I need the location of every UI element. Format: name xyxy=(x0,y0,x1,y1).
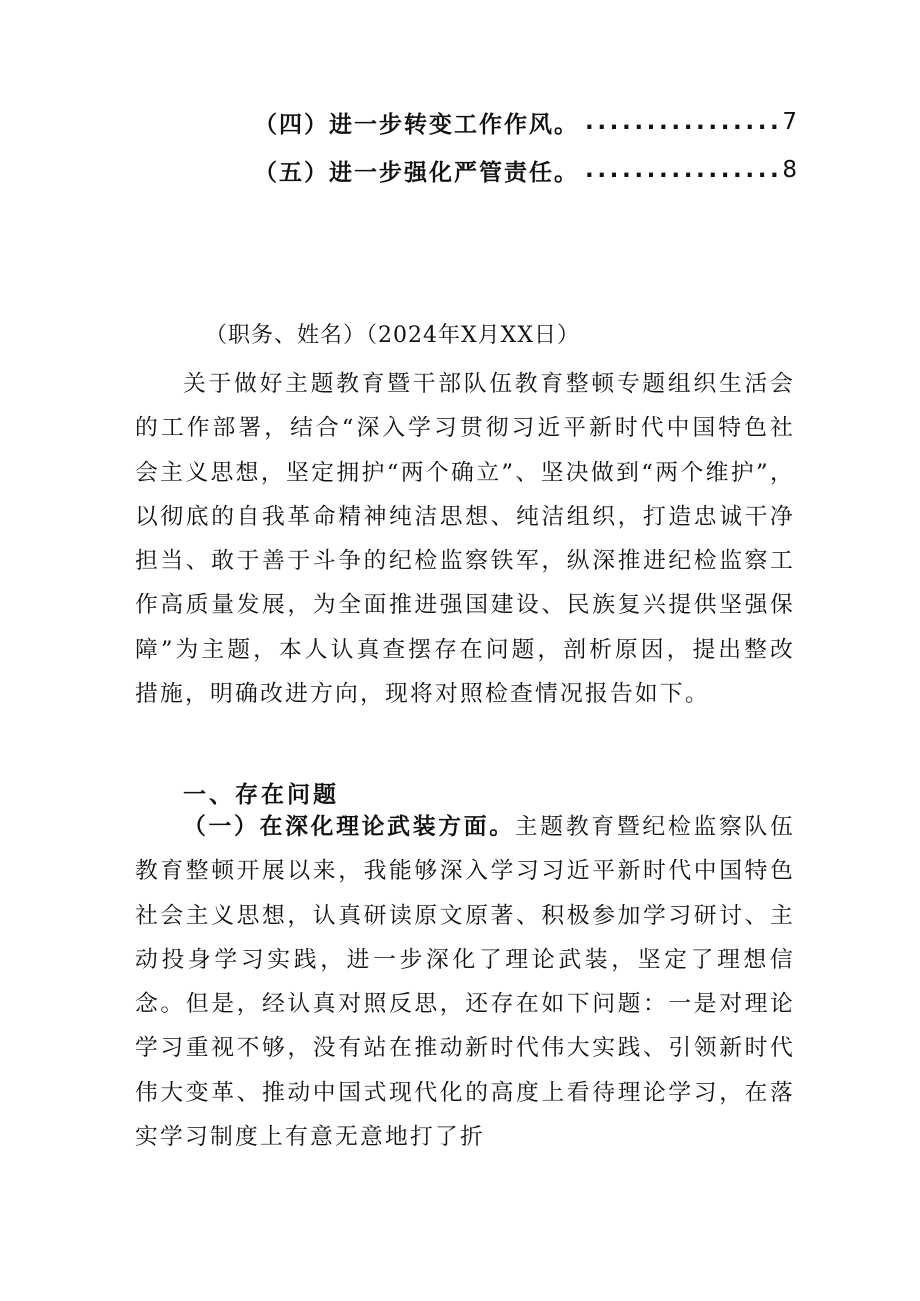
toc-leader-dots: ................ xyxy=(585,157,783,183)
section-1-lead: （一）在深化理论武装方面。 xyxy=(183,814,515,840)
section-1-body: 主题教育暨纪检监察队伍教育整顿开展以来，我能够深入学习习近平新时代中国特色社会主义思想，认真研读原文原著、积极参加学习研讨、主动投身学习实践，进一步深化了理论武装，坚定了理想信念。但是，经认真对照反思，还存在如下问题：一是对理论学习重视不够，没有站在推动新时代伟大实践、引领新时代伟大变革、推动中国式现代化的高度上看待理论学习，在落实学习制度上有意无意地打了折 xyxy=(135,814,795,1151)
section-heading: 一、存在问题 xyxy=(183,782,339,808)
section-1-paragraph xyxy=(135,805,795,1159)
intro-paragraph: 关于做好主题教育暨干部队伍教育整顿专题组织生活会的工作部署，结合“深入学习贯彻习近平新时代中国特色社会主义思想，坚定拥护“两个确立”、坚决做到“两个维护”，以彻底的自我革命精神纯洁思想、纯洁组织，打造忠诚干净担当、敢于善于斗争的纪检监察铁军，纵深推进纪检监察工作高质量发展，为全面推进强国建设、民族复兴提供坚强保障”为主题，本人认真查摆存在问题，剖析原因，提出整改措施，明确改进方向，现将对照检查情况报告如下。 xyxy=(135,371,795,708)
toc-entry-5[interactable] xyxy=(254,154,797,186)
toc-page-number: 8 xyxy=(782,157,798,183)
toc-page-number: 7 xyxy=(782,109,798,135)
toc-entry-label: （五）进一步强化严管责任。 xyxy=(254,159,579,186)
author-byline: （职务、姓名）（2024年X月XX日） xyxy=(205,323,580,348)
toc-entry-4[interactable] xyxy=(254,106,797,138)
toc-leader-dots: ................ xyxy=(585,109,783,135)
toc-entry-label: （四）进一步转变工作作风。 xyxy=(254,111,579,138)
